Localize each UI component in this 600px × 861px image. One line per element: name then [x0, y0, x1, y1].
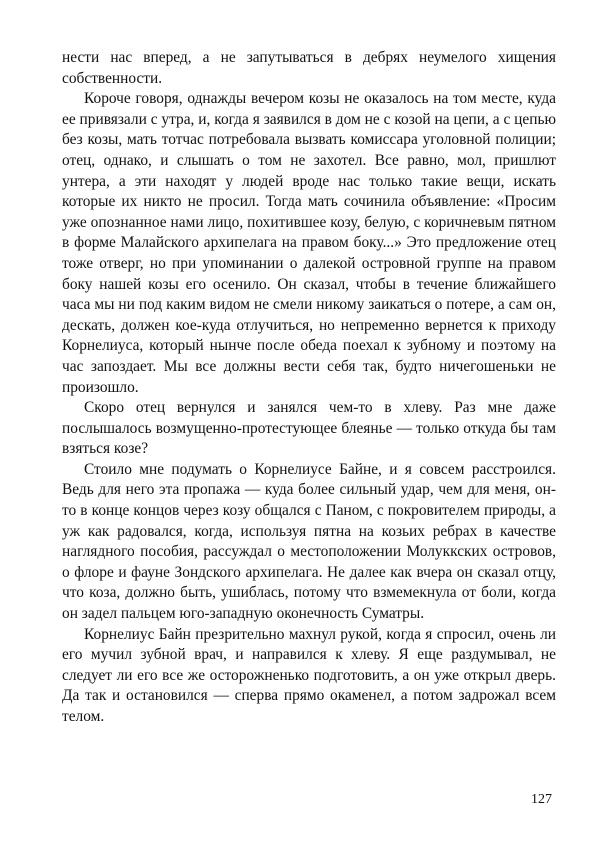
paragraph-5: Корнелиус Байн презрительно махнул рукой, когда я спросил, очень ли его мучил зубной врач, и направился к хлеву. Я еще раздумывал, не следует ли его все же осторожненько подготовить, а он уже открыл дверь. Да так и остановился — сперва прямо окаменел, а потом задрожал всем телом.	[62, 625, 556, 725]
paragraph-3: Скоро отец вернулся и занялся чем-то в хлеву. Раз мне даже послышалось возмущенно-протестующее блеянье — только откуда бы там взяться козе?	[62, 399, 556, 458]
paragraph-4: Стоило мне подумать о Корнелиусе Байне, и я совсем расстроился. Ведь для него эта пропажа — куда более сильный удар, чем для меня, он-то в конце концов через козу общался с Паном, с покровителем природы, а уж как радовался, когда, используя пятна на козьих ребрах в качестве наглядного пособия, рассуждал о местоположении Молуккских островов, о флоре и фауне Зондского архипелага. Не далее как вчера он сказал отцу, что коза, должно быть, ушиблась, потому что взмемекнула от боли, когда он задел пальцем юго-западную оконечность Суматры.	[62, 460, 556, 623]
body-text	[62, 48, 556, 728]
page-number: 127	[531, 792, 552, 807]
paragraph-1: нести нас вперед, а не запутываться в дебрях неумелого хищения собственности.	[62, 49, 556, 87]
paragraph-2: Короче говоря, однажды вечером козы не оказалось на том месте, куда ее привязали с утра, и, когда я заявился в дом не с козой на цепи, а с цепью без козы, мать тотчас потребовала вызвать комиссара уголовной полиции; отец, однако, и слышать о том не захотел. Все равно, мол, пришлют унтера, а эти находят у людей вроде нас только такие вещи, искать которые их никто не просил. Тогда мать сочинила объявление: «Просим уже опознанное нами лицо, похитившее козу, белую, с коричневым пятном в форме Малайского архипелага на правом боку...» Это предложение отец тоже отверг, но при упоминании о далекой островной группе на правом боку нашей козы его осенило. Он сказал, чтобы в течение ближайшего часа мы ни под каким видом не смели никому заикаться о потере, а сам он, дескать, должен кое-куда отлучиться, но непременно вернется к приходу Корнелиуса, который нынче после обеда поехал к зубному и поэтому на час запоздает. Мы все должны вести себя так, будто ничегошеньки не произошло.	[62, 90, 556, 396]
